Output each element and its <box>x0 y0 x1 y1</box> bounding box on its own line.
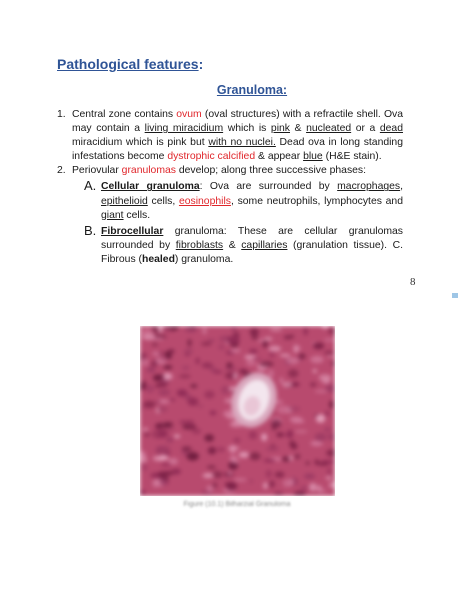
term-capillaries: capillaries <box>241 239 288 251</box>
text: : Ova are surrounded by <box>199 181 338 193</box>
text: & <box>223 239 242 251</box>
term-eosinophils: eosinophils <box>178 195 231 207</box>
text: or a <box>351 123 380 135</box>
sublist-item-a <box>57 180 403 222</box>
heading-text: Pathological features <box>57 56 199 72</box>
text: ) granuloma. <box>174 253 234 265</box>
figure-caption: Figure (10.1) Bilharzial Granuloma <box>183 501 291 508</box>
text: miracidium which is pink but <box>72 137 209 149</box>
sublist-letter: B. <box>84 222 97 238</box>
text: (granulation tissue). C. Fibrous ( <box>101 239 403 265</box>
term-ovum: ovum <box>176 109 202 120</box>
list-number: 2. <box>57 165 66 177</box>
sublist-letter: A. <box>84 178 97 194</box>
term-cellular-granuloma: Cellular granuloma <box>101 181 200 193</box>
text: cells, <box>147 195 179 207</box>
text: develop; along three successive phases: <box>175 165 367 177</box>
text: granuloma: These are cellular granulomas surrounded by <box>101 225 403 251</box>
term-nucleated: nucleated <box>306 123 352 135</box>
list-item-1 <box>57 108 403 164</box>
text: which is <box>223 123 271 135</box>
text: & appear <box>255 151 304 163</box>
term-no-nuclei: with no nuclei. <box>208 137 276 149</box>
text: Periovular <box>72 165 122 177</box>
term-fibroblasts: fibroblasts <box>175 239 224 251</box>
text: & <box>289 123 307 135</box>
sublist-item-b <box>57 222 403 267</box>
term-pink: pink <box>270 123 290 135</box>
term-living-miracidium: living miracidium <box>144 123 224 135</box>
term-giant: giant <box>101 209 124 221</box>
list-number: 1. <box>57 109 66 120</box>
subheading-text: Granuloma: <box>216 83 288 97</box>
list-item-2 <box>57 164 403 178</box>
text: , <box>400 181 404 193</box>
subheading <box>0 83 474 97</box>
margin-marker <box>452 293 458 298</box>
granuloma-micrograph <box>140 326 335 496</box>
text: , some neutrophils, lymphocytes and <box>230 195 403 207</box>
text: cells. <box>123 209 151 221</box>
section-heading <box>57 56 203 72</box>
text: Dead ova in long standing infestations become <box>72 137 403 163</box>
term-fibrocellular: Fibrocellular <box>101 225 164 237</box>
text: Central zone contains <box>72 109 177 120</box>
histology-image <box>140 326 335 496</box>
term-blue: blue <box>303 151 323 163</box>
term-dead: dead <box>379 123 403 135</box>
term-granulomas: granulomas <box>121 165 176 177</box>
feature-list <box>57 108 403 267</box>
heading-colon: : <box>198 56 204 72</box>
term-macrophages: macrophages <box>337 181 401 193</box>
text: (H&E stain). <box>322 151 382 163</box>
page-number: 8 <box>410 276 416 288</box>
term-healed: healed <box>142 253 175 265</box>
text: (oval structures) with a refractile shell. Ova may contain a <box>72 109 403 135</box>
term-dystrophic-calcified: dystrophic calcified <box>167 151 256 163</box>
term-epithelioid: epithelioid <box>101 195 148 207</box>
